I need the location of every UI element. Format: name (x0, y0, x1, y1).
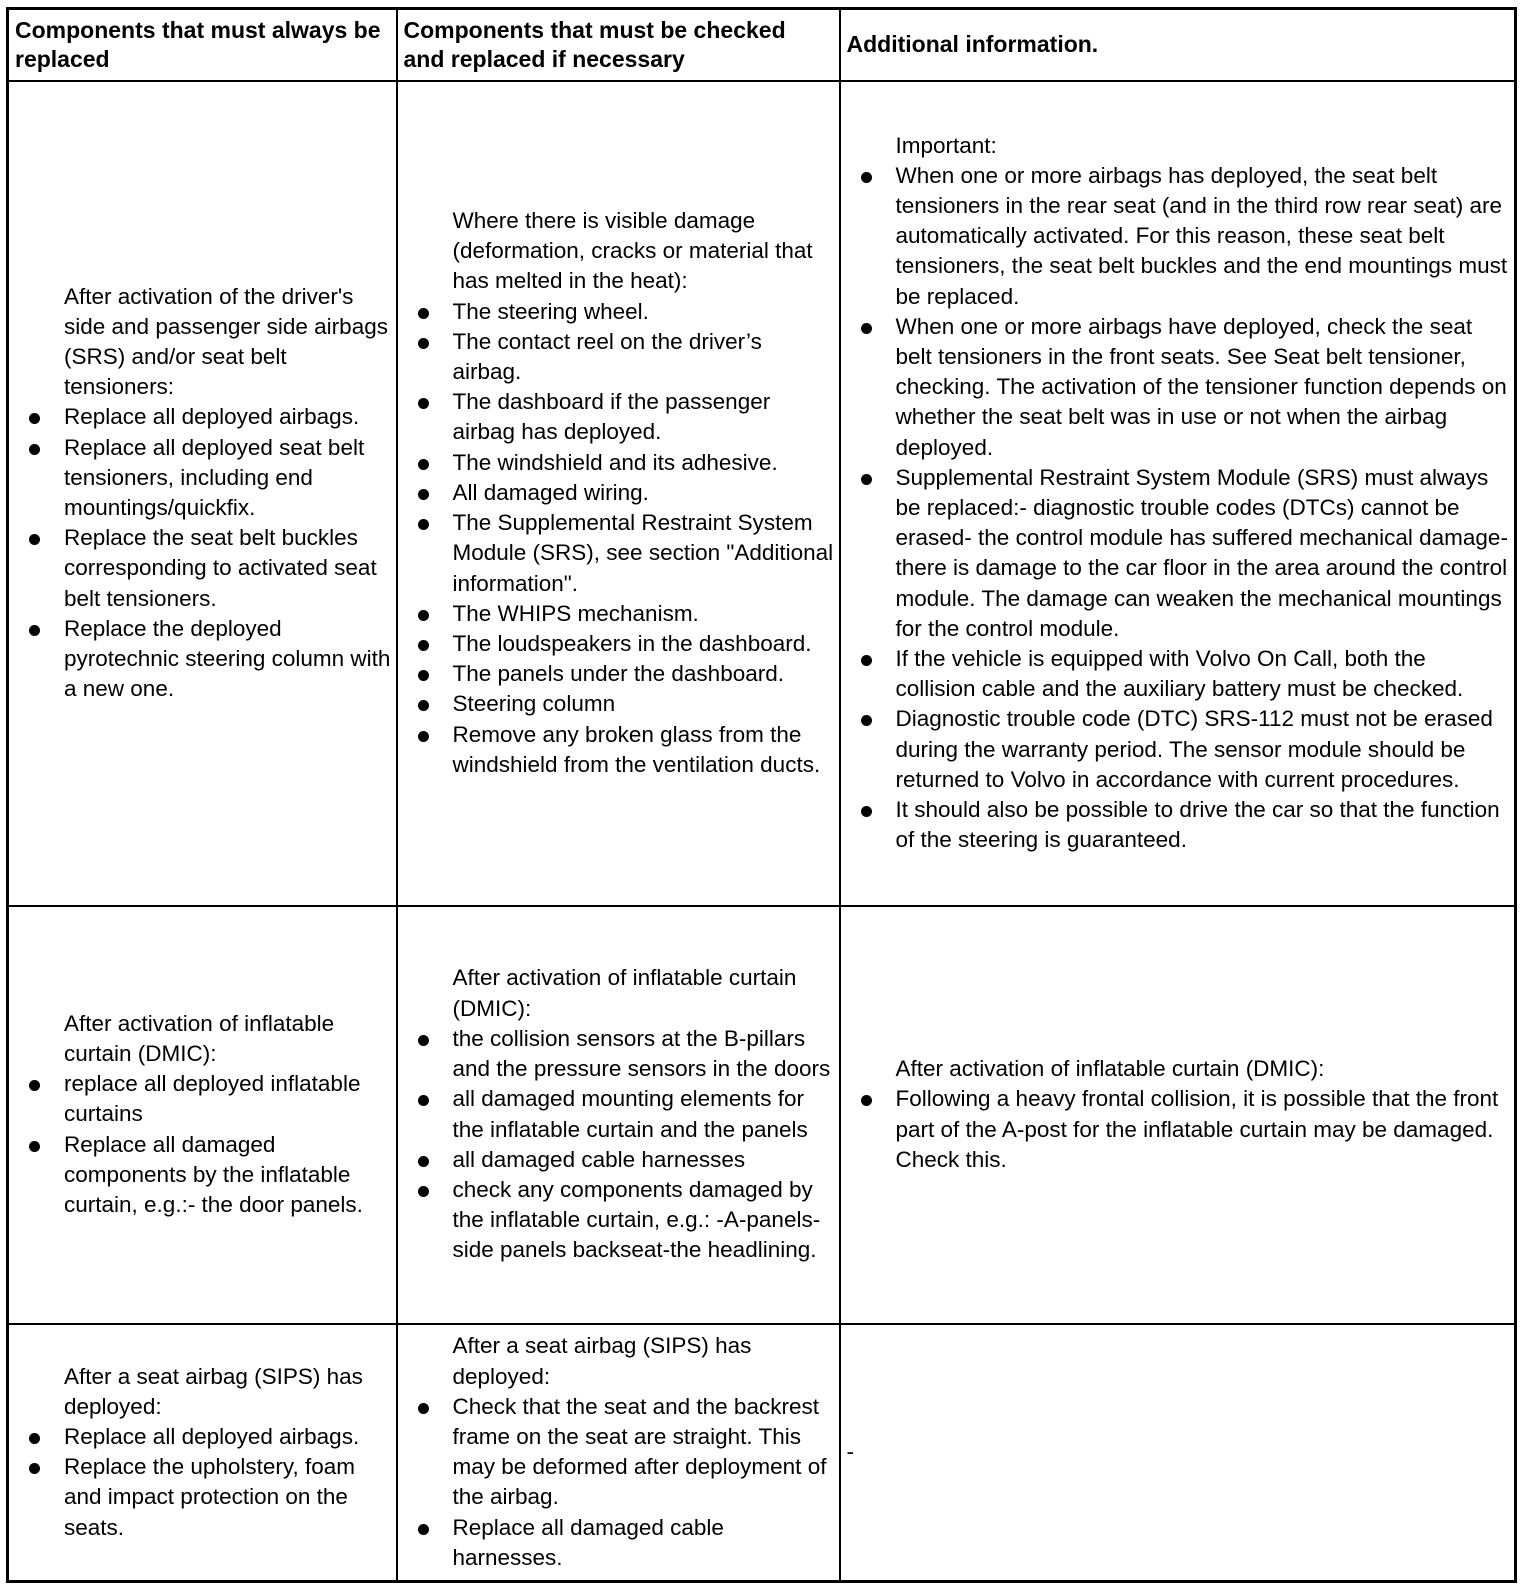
row2-col2-list (398, 1024, 835, 1266)
row3-col2-list (398, 1392, 835, 1573)
row1-col1-list (9, 402, 392, 704)
list-item: Check that the seat and the backrest frame on the seat are straight. This may be deformed after deployment of the airbag. (398, 1392, 835, 1513)
row1-col2-intro: Where there is visible damage (deformation, cracks or material that has melted in the heat): (452, 208, 813, 294)
list-item: Steering column (398, 689, 835, 719)
cell-row1-col1 (8, 81, 397, 906)
list-item: Following a heavy frontal collision, it is possible that the front part of the A-post for the inflatable curtain may be damaged. Check this. (841, 1084, 1511, 1175)
row3-col2-intro: After a seat airbag (SIPS) has deployed: (452, 1333, 752, 1389)
list-item: The windshield and its adhesive. (398, 448, 835, 478)
list-item: The Supplemental Restraint System Module (SRS), see section "Additional information". (398, 508, 835, 599)
list-item: Replace the deployed pyrotechnic steering column with a new one. (9, 614, 392, 705)
list-item: The steering wheel. (398, 297, 835, 327)
header-row (8, 9, 1516, 81)
list-item: When one or more airbags have deployed, check the seat belt tensioners in the front seats. See Seat belt tensioner, checking. The activation of the tensioner function depends on whether the seat belt was in use or not when the airbag deployed. (841, 312, 1511, 463)
list-item: When one or more airbags has deployed, the seat belt tensioners in the rear seat (and in the third row rear seat) are automatically activated. For this reason, these seat belt tensioners, the seat belt buckles and the end mountings must be replaced. (841, 161, 1511, 312)
list-item: Replace all deployed seat belt tensioners, including end mountings/quickfix. (9, 433, 392, 524)
list-item: replace all deployed inflatable curtains (9, 1069, 392, 1129)
cell-row2-col2 (397, 906, 840, 1324)
list-item: It should also be possible to drive the car so that the function of the steering is guaranteed. (841, 795, 1511, 855)
list-item: Replace the upholstery, foam and impact protection on the seats. (9, 1452, 392, 1543)
row2-col1-list (9, 1069, 392, 1220)
row2-col1-intro: After activation of inflatable curtain (DMIC): (64, 1010, 335, 1066)
cell-row1-col2 (397, 81, 840, 906)
header-check-replace: Components that must be checked and replaced if necessary (397, 9, 840, 81)
row3-col3-text: - (846, 1439, 854, 1465)
list-item: Replace all deployed airbags. (9, 1422, 392, 1452)
cell-row3-col3 (840, 1324, 1516, 1582)
list-item: Supplemental Restraint System Module (SRS) must always be replaced:- diagnostic trouble codes (DTCs) cannot be erased- the control module has suffered mechanical damage- there is damage to the car floor in the area around the control module. The damage can weaken the mechanical mountings for the control module. (841, 463, 1511, 644)
row1-col1-intro: After activation of the driver's side and passenger side airbags (SRS) and/or seat belt tensioners: (64, 283, 388, 400)
list-item: check any components damaged by the inflatable curtain, e.g.: -A-panels- side panels backseat-the headlining. (398, 1175, 835, 1266)
table-row-dmic (8, 906, 1516, 1324)
table-row-sips (8, 1324, 1516, 1582)
component-replacement-table (6, 7, 1517, 1583)
list-item: The loudspeakers in the dashboard. (398, 629, 835, 659)
cell-row1-col3 (840, 81, 1516, 906)
list-item: The dashboard if the passenger airbag has deployed. (398, 387, 835, 447)
list-item: Replace the seat belt buckles corresponding to activated seat belt tensioners. (9, 523, 392, 614)
row2-col3-intro: After activation of inflatable curtain (DMIC): (895, 1056, 1325, 1082)
row1-col3-intro: Important: (895, 132, 997, 158)
header-always-replaced: Components that must always be replaced (8, 9, 397, 81)
row2-col2-intro: After activation of inflatable curtain (DMIC): (452, 965, 797, 1021)
list-item: Replace all damaged cable harnesses. (398, 1513, 835, 1573)
list-item: Remove any broken glass from the windshield from the ventilation ducts. (398, 720, 835, 780)
row1-col2-list (398, 297, 835, 780)
list-item: If the vehicle is equipped with Volvo On Call, both the collision cable and the auxiliary battery must be checked. (841, 644, 1511, 704)
header-additional-info: Additional information. (840, 9, 1516, 81)
row3-col1-list (9, 1422, 392, 1543)
list-item: Diagnostic trouble code (DTC) SRS-112 must not be erased during the warranty period. The sensor module should be returned to Volvo in accordance with current procedures. (841, 704, 1511, 795)
list-item: the collision sensors at the B-pillars and the pressure sensors in the doors (398, 1024, 835, 1084)
cell-row3-col2 (397, 1324, 840, 1582)
row3-col1-intro: After a seat airbag (SIPS) has deployed: (64, 1363, 363, 1419)
list-item: Replace all damaged components by the inflatable curtain, e.g.:- the door panels. (9, 1130, 392, 1221)
list-item: All damaged wiring. (398, 478, 835, 508)
list-item: The contact reel on the driver’s airbag. (398, 327, 835, 387)
row2-col3-list (841, 1084, 1511, 1175)
cell-row2-col1 (8, 906, 397, 1324)
list-item: The WHIPS mechanism. (398, 599, 835, 629)
cell-row2-col3 (840, 906, 1516, 1324)
cell-row3-col1 (8, 1324, 397, 1582)
list-item: The panels under the dashboard. (398, 659, 835, 689)
list-item: all damaged cable harnesses (398, 1145, 835, 1175)
row1-col3-list (841, 161, 1511, 856)
list-item: Replace all deployed airbags. (9, 402, 392, 432)
table-row-srs (8, 81, 1516, 906)
list-item: all damaged mounting elements for the inflatable curtain and the panels (398, 1084, 835, 1144)
